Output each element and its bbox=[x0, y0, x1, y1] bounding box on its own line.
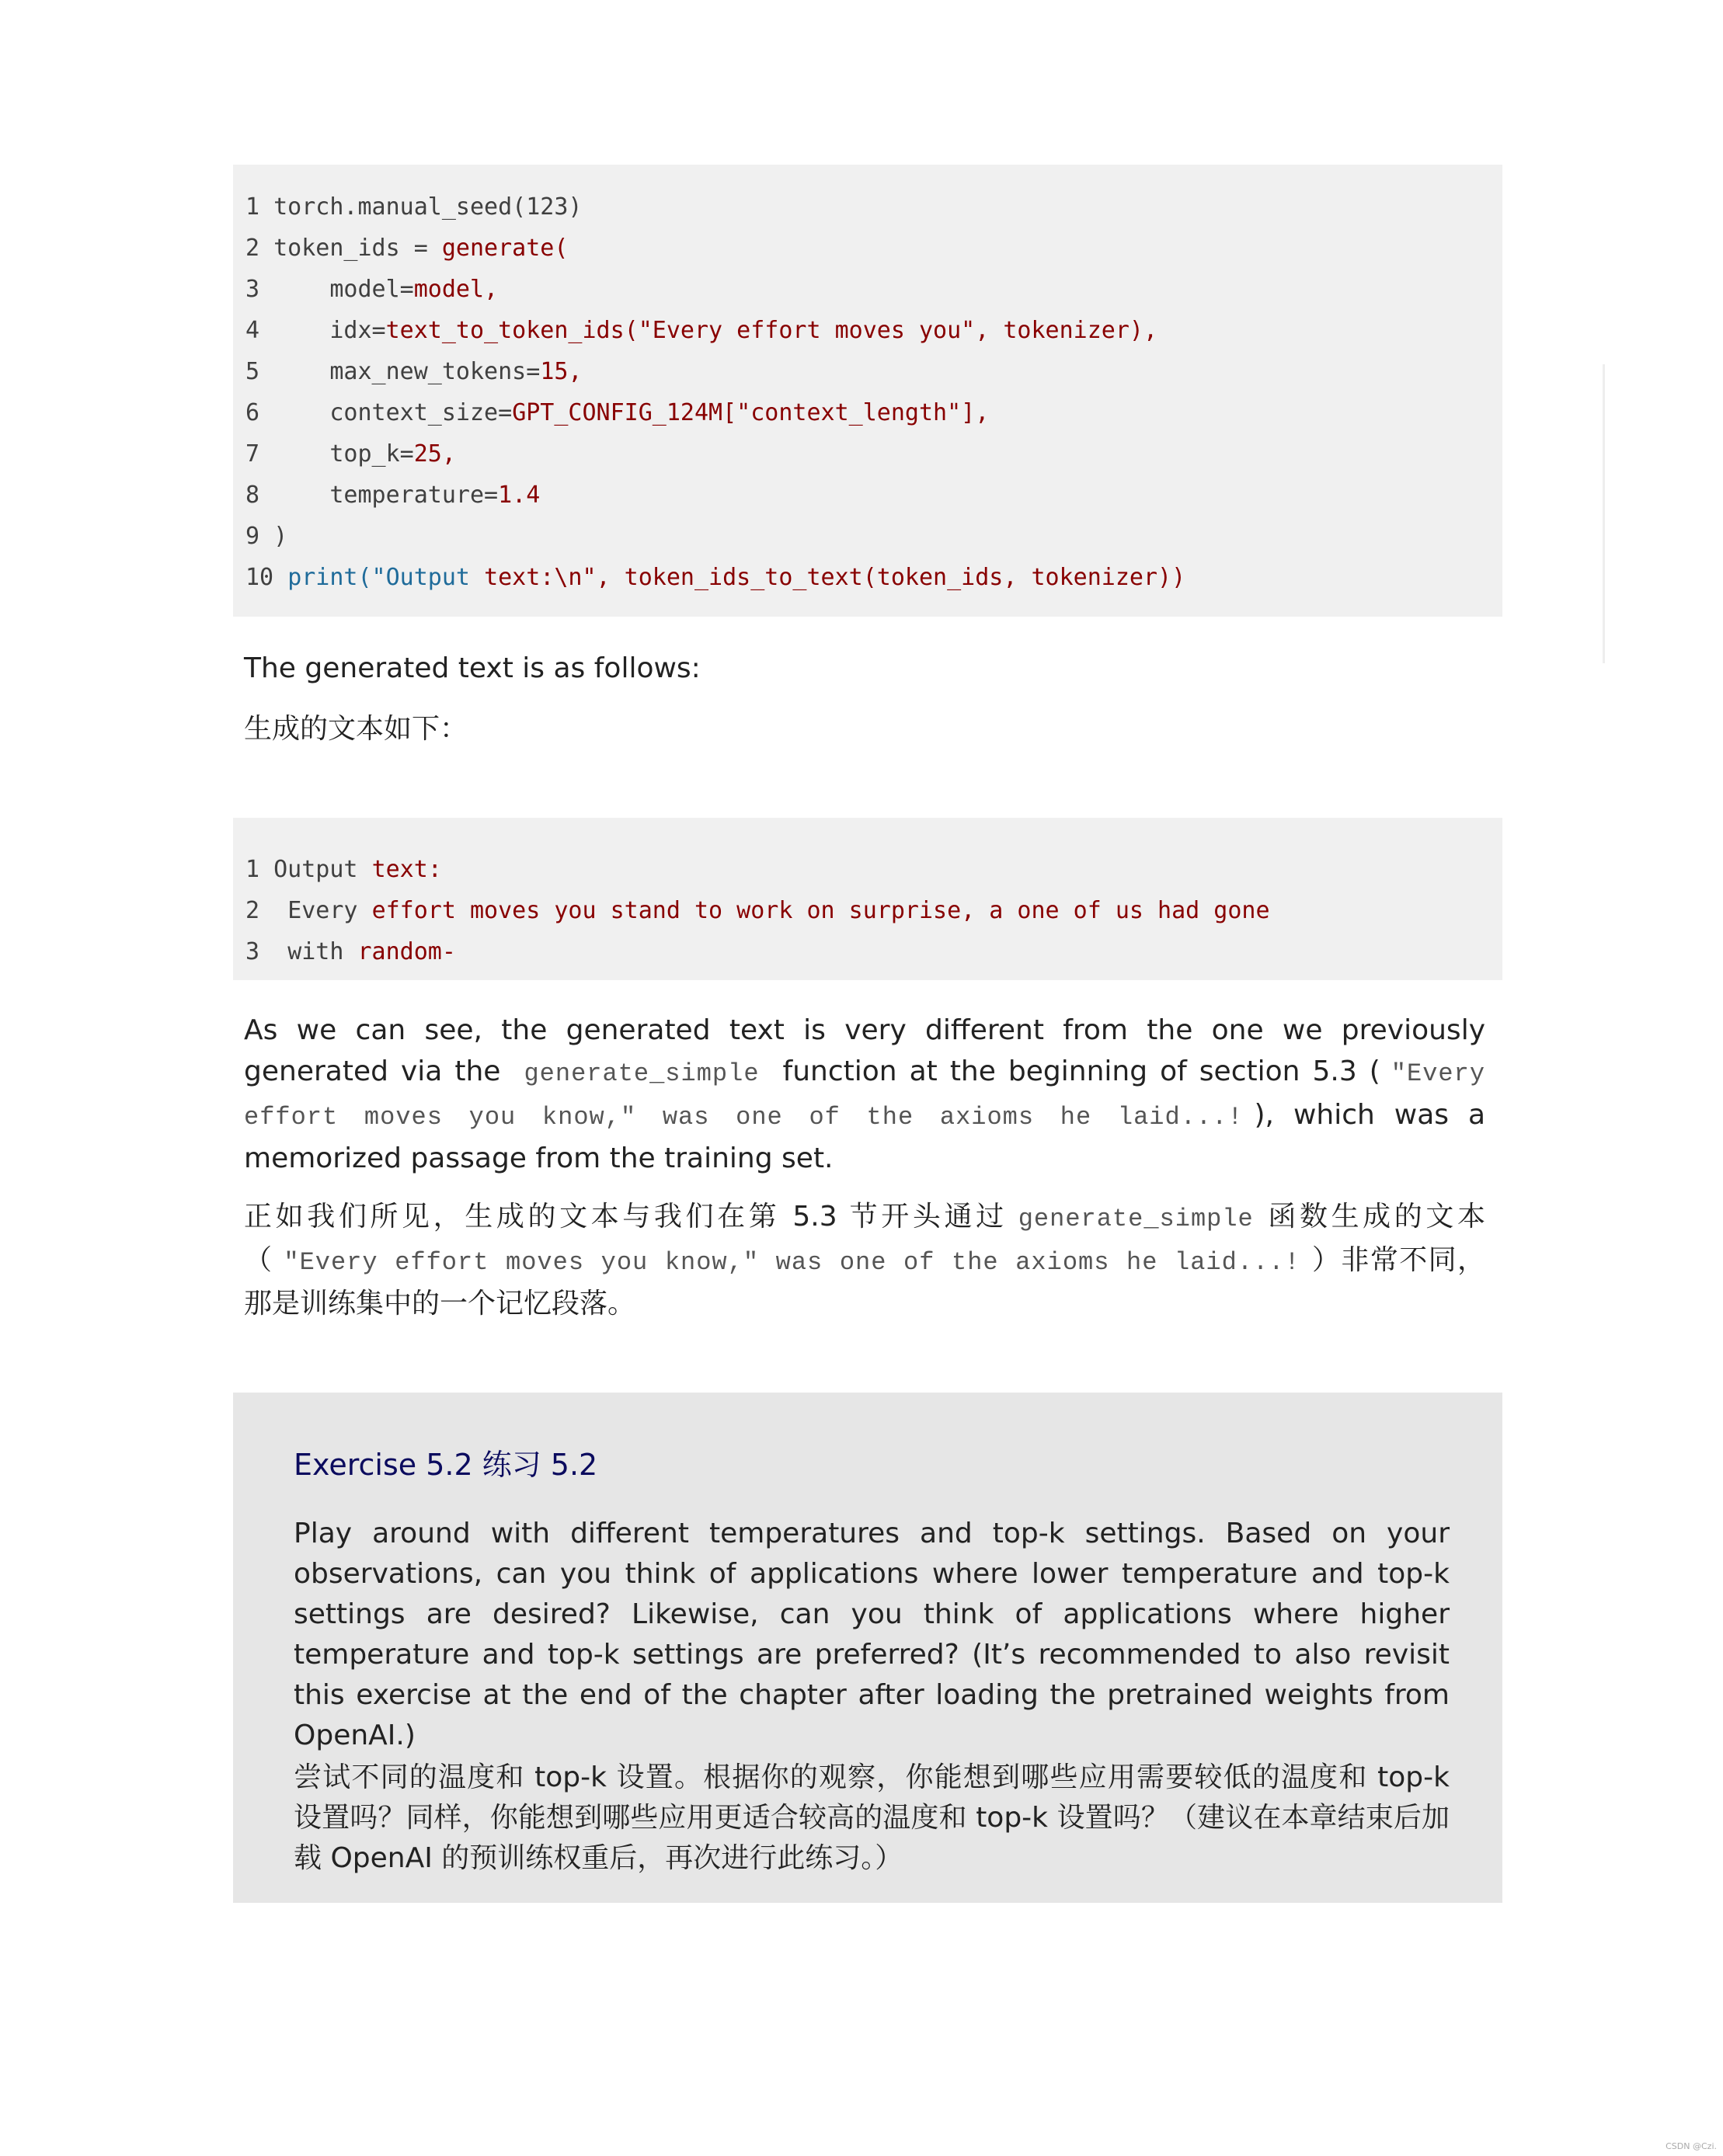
code-line bbox=[245, 849, 442, 890]
code-token: model= bbox=[329, 276, 414, 303]
code-line bbox=[245, 392, 989, 433]
explanation-en-part3: ), which was a memorized passage from the training set. bbox=[244, 1099, 1486, 1174]
code-token: torch.manual_seed(123) bbox=[273, 193, 583, 221]
code-token: model, bbox=[413, 276, 499, 303]
watermark: CSDN @Czi. bbox=[1666, 2141, 1717, 2151]
code-token: token_ids = bbox=[273, 235, 442, 262]
line-number: 2 bbox=[245, 897, 260, 924]
code-token: context_size= bbox=[329, 399, 513, 426]
code-line bbox=[245, 433, 456, 475]
inline-code-quote-cn: "Every effort moves you know," was one of the axioms he laid...! bbox=[284, 1248, 1300, 1277]
code-token: random- bbox=[357, 938, 456, 965]
line-number: 8 bbox=[245, 482, 260, 509]
inline-code-generate-simple-cn: generate_simple bbox=[1018, 1205, 1254, 1233]
code-token: text:\n", token_ids_to_text(token_ids, tokenizer)) bbox=[484, 564, 1186, 591]
code-token: 25, bbox=[413, 440, 456, 468]
line-number: 3 bbox=[245, 276, 260, 303]
line-number: 2 bbox=[245, 235, 260, 262]
line-number: 3 bbox=[245, 938, 260, 965]
exercise-box bbox=[233, 1393, 1502, 1903]
explanation-cn-part1: 正如我们所见，生成的文本与我们在第 5.3 节开头通过 bbox=[244, 1201, 1008, 1233]
code-token: ) bbox=[273, 523, 288, 550]
code-token: print("Output bbox=[287, 564, 485, 591]
code-block-output bbox=[233, 818, 1502, 980]
code-line bbox=[245, 890, 1270, 931]
code-token: generate( bbox=[441, 235, 569, 262]
code-token: text_to_token_ids("Every effort moves you", tokenizer), bbox=[385, 317, 1158, 344]
code-token: max_new_tokens= bbox=[329, 358, 541, 385]
code-line bbox=[245, 351, 583, 392]
code-line bbox=[245, 516, 287, 557]
line-number: 5 bbox=[245, 358, 260, 385]
intro-text-cn: 生成的文本如下： bbox=[244, 713, 468, 745]
code-token: Output bbox=[273, 856, 372, 883]
line-number: 10 bbox=[245, 564, 274, 591]
code-line bbox=[245, 228, 568, 269]
explanation-cn bbox=[244, 1196, 1485, 1324]
code-token: effort moves you stand to work on surprise, a one of us had gone bbox=[371, 897, 1270, 924]
code-block-generate bbox=[233, 165, 1502, 617]
code-line bbox=[245, 269, 498, 310]
exercise-body-cn: 尝试不同的温度和 top-k 设置。根据你的观察，你能想到哪些应用需要较低的温度和 top-k 设置吗？同样，你能想到哪些应用更适合较高的温度和 top-k 设置吗？（建议在本章结束后加载 OpenAI 的预训练权重后，再次进行此练习。） bbox=[294, 1761, 1450, 1874]
line-number: 6 bbox=[245, 399, 260, 426]
line-number: 9 bbox=[245, 523, 260, 550]
code-line bbox=[245, 186, 582, 228]
intro-text-en: The generated text is as follows: bbox=[244, 652, 701, 684]
inline-code-quote: "Every effort moves you know," was one of the axioms he laid...! bbox=[244, 1059, 1486, 1132]
code-token: with bbox=[287, 938, 358, 965]
code-token: Every bbox=[287, 897, 372, 924]
code-line bbox=[245, 931, 456, 972]
code-token: GPT_CONFIG_124M["context_length"], bbox=[512, 399, 990, 426]
code-token: text: bbox=[371, 856, 442, 883]
exercise-body-en: Play around with different temperatures and top-k settings. Based on your observations, can you think of applications where lower temperature and top-k settings are desired? Likewise, can you think of applications where higher temperature and top-k settings are preferred? (It’s recommended to also revisit this exercise at the end of the chapter after loading the pretrained weights from OpenAI.) bbox=[294, 1518, 1450, 1751]
line-number: 1 bbox=[245, 856, 260, 883]
scrollbar-track bbox=[1603, 364, 1605, 663]
line-number: 7 bbox=[245, 440, 260, 468]
explanation-en-part2: function at the beginning of section 5.3 ( bbox=[782, 1055, 1380, 1087]
code-token: temperature= bbox=[329, 482, 499, 509]
code-line bbox=[245, 310, 1157, 351]
code-token: idx= bbox=[329, 317, 386, 344]
line-number: 1 bbox=[245, 193, 260, 221]
code-token: 15, bbox=[540, 358, 583, 385]
exercise-title: Exercise 5.2 练习 5.2 bbox=[294, 1448, 598, 1482]
line-number: 4 bbox=[245, 317, 260, 344]
explanation-en bbox=[244, 1010, 1485, 1179]
code-line bbox=[245, 475, 540, 516]
code-line bbox=[245, 557, 1185, 598]
code-token: 1.4 bbox=[498, 482, 541, 509]
inline-code-generate-simple: generate_simple bbox=[524, 1059, 760, 1088]
explanation-cn-part3: ）非常不同，那是训练集中的一个记忆段落。 bbox=[244, 1244, 1485, 1320]
explanation-cn-part2: 函数生成的文本（ bbox=[244, 1201, 1485, 1276]
code-token: top_k= bbox=[329, 440, 414, 468]
explanation-en-part1: As we can see, the generated text is very different from the one we previously generated via the bbox=[244, 1014, 1485, 1087]
